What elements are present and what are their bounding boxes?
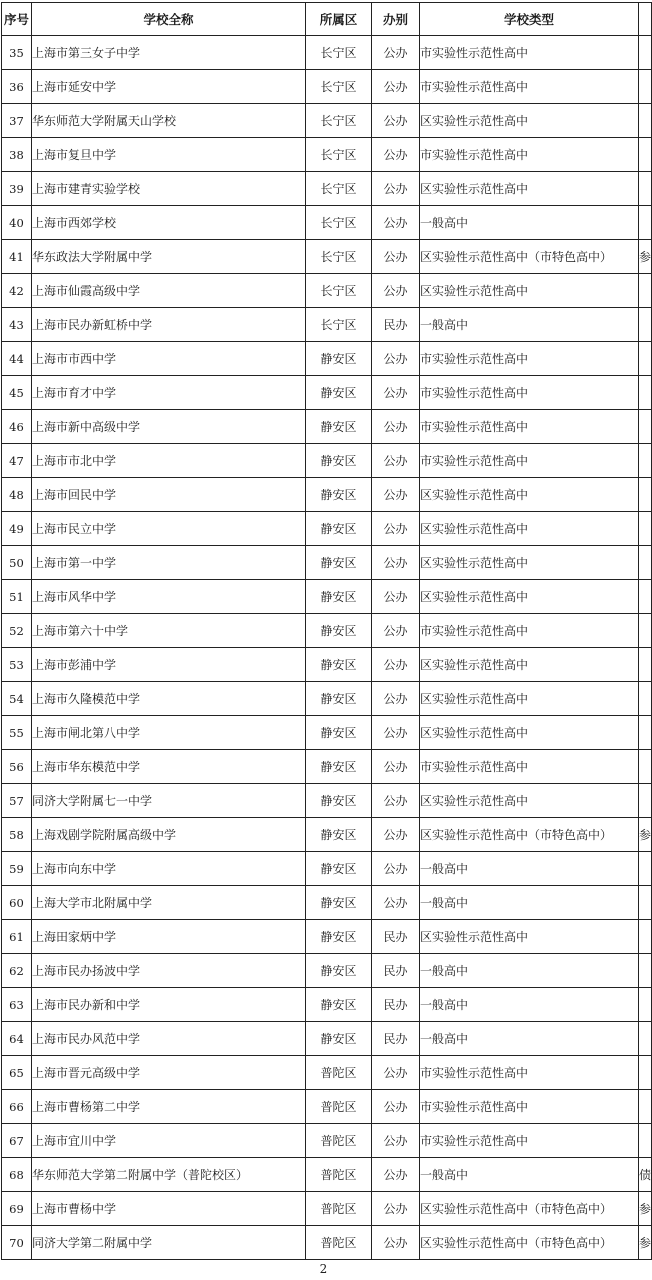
table-row — [2, 1056, 652, 1090]
school-type-cell: 一般高中 — [420, 308, 639, 342]
school-name-cell: 上海市民办扬波中学 — [32, 954, 306, 988]
extra-note-cell — [639, 580, 652, 614]
school-type-cell: 区实验性示范性高中 — [420, 104, 639, 138]
school-type-cell: 区实验性示范性高中 — [420, 546, 639, 580]
school-type-cell: 市实验性示范性高中 — [420, 70, 639, 104]
extra-note-cell — [639, 648, 652, 682]
row-number-cell: 55 — [2, 716, 32, 750]
district-cell: 普陀区 — [306, 1124, 372, 1158]
extra-note-cell — [639, 274, 652, 308]
row-number-cell: 66 — [2, 1090, 32, 1124]
school-name-cell: 上海市民办风范中学 — [32, 1022, 306, 1056]
table-row — [2, 818, 652, 852]
extra-note-cell — [639, 682, 652, 716]
school-type-cell: 区实验性示范性高中（市特色高中） — [420, 240, 639, 274]
extra-note-cell — [639, 750, 652, 784]
school-name-cell: 上海市风华中学 — [32, 580, 306, 614]
school-type-cell: 区实验性示范性高中 — [420, 512, 639, 546]
district-cell: 静安区 — [306, 1022, 372, 1056]
school-type-cell: 区实验性示范性高中 — [420, 274, 639, 308]
school-type-cell: 一般高中 — [420, 852, 639, 886]
run-type-cell: 公办 — [372, 410, 420, 444]
header-district: 所属区 — [306, 3, 372, 36]
table-row — [2, 1022, 652, 1056]
header-extra — [639, 3, 652, 36]
row-number-cell: 49 — [2, 512, 32, 546]
school-type-cell: 市实验性示范性高中 — [420, 36, 639, 70]
district-cell: 静安区 — [306, 818, 372, 852]
run-type-cell: 公办 — [372, 750, 420, 784]
school-name-cell: 上海市闸北第八中学 — [32, 716, 306, 750]
school-name-cell: 同济大学第二附属中学 — [32, 1226, 306, 1260]
run-type-cell: 公办 — [372, 886, 420, 920]
run-type-cell: 公办 — [372, 240, 420, 274]
table-row — [2, 682, 652, 716]
school-name-cell: 上海田家炳中学 — [32, 920, 306, 954]
run-type-cell: 公办 — [372, 478, 420, 512]
extra-note-cell — [639, 512, 652, 546]
school-name-cell: 上海市第六十中学 — [32, 614, 306, 648]
school-type-cell: 市实验性示范性高中 — [420, 444, 639, 478]
run-type-cell: 公办 — [372, 70, 420, 104]
table-row — [2, 444, 652, 478]
extra-note-cell: 参 — [639, 1192, 652, 1226]
row-number-cell: 44 — [2, 342, 32, 376]
district-cell: 静安区 — [306, 920, 372, 954]
row-number-cell: 41 — [2, 240, 32, 274]
school-table — [1, 2, 652, 1260]
district-cell: 长宁区 — [306, 308, 372, 342]
school-name-cell: 上海市民办新虹桥中学 — [32, 308, 306, 342]
school-name-cell: 上海市民立中学 — [32, 512, 306, 546]
extra-note-cell — [639, 614, 652, 648]
row-number-cell: 39 — [2, 172, 32, 206]
extra-note-cell: 参 — [639, 240, 652, 274]
table-body — [2, 36, 652, 1260]
school-type-cell: 一般高中 — [420, 206, 639, 240]
school-type-cell: 一般高中 — [420, 954, 639, 988]
table-row — [2, 648, 652, 682]
school-type-cell: 市实验性示范性高中 — [420, 138, 639, 172]
extra-note-cell — [639, 308, 652, 342]
row-number-cell: 59 — [2, 852, 32, 886]
district-cell: 静安区 — [306, 580, 372, 614]
school-type-cell: 市实验性示范性高中 — [420, 376, 639, 410]
district-cell: 普陀区 — [306, 1056, 372, 1090]
extra-note-cell — [639, 954, 652, 988]
row-number-cell: 64 — [2, 1022, 32, 1056]
school-type-cell: 市实验性示范性高中 — [420, 1056, 639, 1090]
school-name-cell: 上海市民办新和中学 — [32, 988, 306, 1022]
run-type-cell: 民办 — [372, 954, 420, 988]
extra-note-cell — [639, 444, 652, 478]
table-row — [2, 784, 652, 818]
row-number-cell: 51 — [2, 580, 32, 614]
district-cell: 长宁区 — [306, 36, 372, 70]
header-run-type: 办别 — [372, 3, 420, 36]
table-row — [2, 716, 652, 750]
header-row — [2, 3, 652, 36]
run-type-cell: 公办 — [372, 274, 420, 308]
table-row — [2, 614, 652, 648]
school-name-cell: 上海大学市北附属中学 — [32, 886, 306, 920]
table-row — [2, 104, 652, 138]
extra-note-cell — [639, 138, 652, 172]
table-row — [2, 478, 652, 512]
school-type-cell: 区实验性示范性高中 — [420, 920, 639, 954]
district-cell: 静安区 — [306, 648, 372, 682]
header-school-type: 学校类型 — [420, 3, 639, 36]
table-row — [2, 1226, 652, 1260]
run-type-cell: 公办 — [372, 104, 420, 138]
extra-note-cell — [639, 886, 652, 920]
school-name-cell: 上海市彭浦中学 — [32, 648, 306, 682]
row-number-cell: 36 — [2, 70, 32, 104]
school-type-cell: 市实验性示范性高中 — [420, 1090, 639, 1124]
school-name-cell: 上海市育才中学 — [32, 376, 306, 410]
district-cell: 静安区 — [306, 682, 372, 716]
row-number-cell: 37 — [2, 104, 32, 138]
table-row — [2, 512, 652, 546]
table-row — [2, 954, 652, 988]
district-cell: 静安区 — [306, 750, 372, 784]
school-type-cell: 市实验性示范性高中 — [420, 614, 639, 648]
run-type-cell: 公办 — [372, 1124, 420, 1158]
extra-note-cell — [639, 1090, 652, 1124]
school-type-cell: 一般高中 — [420, 988, 639, 1022]
school-type-cell: 区实验性示范性高中 — [420, 682, 639, 716]
extra-note-cell — [639, 36, 652, 70]
run-type-cell: 公办 — [372, 1090, 420, 1124]
school-name-cell: 上海市延安中学 — [32, 70, 306, 104]
run-type-cell: 公办 — [372, 1158, 420, 1192]
run-type-cell: 公办 — [372, 682, 420, 716]
page-number: 2 — [319, 1262, 328, 1276]
row-number-cell: 35 — [2, 36, 32, 70]
school-name-cell: 上海市西郊学校 — [32, 206, 306, 240]
run-type-cell: 公办 — [372, 172, 420, 206]
extra-note-cell: 参 — [639, 818, 652, 852]
school-name-cell: 上海市第一中学 — [32, 546, 306, 580]
row-number-cell: 54 — [2, 682, 32, 716]
row-number-cell: 53 — [2, 648, 32, 682]
district-cell: 长宁区 — [306, 70, 372, 104]
header-school-name: 学校全称 — [32, 3, 306, 36]
extra-note-cell — [639, 988, 652, 1022]
school-name-cell: 上海市仙霞高级中学 — [32, 274, 306, 308]
school-type-cell: 市实验性示范性高中 — [420, 342, 639, 376]
run-type-cell: 公办 — [372, 614, 420, 648]
table-row — [2, 138, 652, 172]
run-type-cell: 民办 — [372, 920, 420, 954]
school-name-cell: 上海市华东模范中学 — [32, 750, 306, 784]
table-row — [2, 172, 652, 206]
row-number-cell: 60 — [2, 886, 32, 920]
school-name-cell: 同济大学附属七一中学 — [32, 784, 306, 818]
school-name-cell: 上海市晋元高级中学 — [32, 1056, 306, 1090]
school-type-cell: 一般高中 — [420, 1158, 639, 1192]
run-type-cell: 公办 — [372, 1056, 420, 1090]
district-cell: 静安区 — [306, 614, 372, 648]
row-number-cell: 65 — [2, 1056, 32, 1090]
table-row — [2, 920, 652, 954]
run-type-cell: 公办 — [372, 716, 420, 750]
table-row — [2, 410, 652, 444]
district-cell: 普陀区 — [306, 1226, 372, 1260]
run-type-cell: 公办 — [372, 512, 420, 546]
district-cell: 普陀区 — [306, 1192, 372, 1226]
row-number-cell: 50 — [2, 546, 32, 580]
table-row — [2, 988, 652, 1022]
extra-note-cell — [639, 478, 652, 512]
row-number-cell: 40 — [2, 206, 32, 240]
extra-note-cell — [639, 546, 652, 580]
run-type-cell: 公办 — [372, 546, 420, 580]
table-row — [2, 240, 652, 274]
extra-note-cell — [639, 920, 652, 954]
extra-note-cell — [639, 410, 652, 444]
district-cell: 普陀区 — [306, 1090, 372, 1124]
extra-note-cell — [639, 1124, 652, 1158]
school-type-cell: 区实验性示范性高中 — [420, 478, 639, 512]
district-cell: 静安区 — [306, 376, 372, 410]
run-type-cell: 公办 — [372, 206, 420, 240]
extra-note-cell — [639, 1056, 652, 1090]
extra-note-cell — [639, 1022, 652, 1056]
table-row — [2, 580, 652, 614]
school-name-cell: 华东师范大学第二附属中学（普陀校区） — [32, 1158, 306, 1192]
table-row — [2, 342, 652, 376]
table-row — [2, 1158, 652, 1192]
school-type-cell: 区实验性示范性高中（市特色高中） — [420, 1192, 639, 1226]
district-cell: 静安区 — [306, 478, 372, 512]
row-number-cell: 62 — [2, 954, 32, 988]
school-name-cell: 华东师范大学附属天山学校 — [32, 104, 306, 138]
school-type-cell: 市实验性示范性高中 — [420, 750, 639, 784]
row-number-cell: 61 — [2, 920, 32, 954]
table-row — [2, 546, 652, 580]
school-name-cell: 上海市第三女子中学 — [32, 36, 306, 70]
table-row — [2, 206, 652, 240]
district-cell: 长宁区 — [306, 104, 372, 138]
row-number-cell: 43 — [2, 308, 32, 342]
extra-note-cell — [639, 70, 652, 104]
run-type-cell: 民办 — [372, 1022, 420, 1056]
table-row — [2, 274, 652, 308]
run-type-cell: 公办 — [372, 376, 420, 410]
school-name-cell: 上海市新中高级中学 — [32, 410, 306, 444]
run-type-cell: 公办 — [372, 1226, 420, 1260]
table-row — [2, 308, 652, 342]
table-row — [2, 750, 652, 784]
school-type-cell: 区实验性示范性高中（市特色高中） — [420, 1226, 639, 1260]
district-cell: 静安区 — [306, 784, 372, 818]
school-name-cell: 上海市市北中学 — [32, 444, 306, 478]
extra-note-cell — [639, 376, 652, 410]
extra-note-cell — [639, 104, 652, 138]
school-type-cell: 市实验性示范性高中 — [420, 1124, 639, 1158]
school-type-cell: 一般高中 — [420, 886, 639, 920]
row-number-cell: 70 — [2, 1226, 32, 1260]
row-number-cell: 42 — [2, 274, 32, 308]
school-name-cell: 上海市宜川中学 — [32, 1124, 306, 1158]
table-row — [2, 1192, 652, 1226]
run-type-cell: 公办 — [372, 342, 420, 376]
table-header — [2, 3, 652, 36]
school-name-cell: 上海市市西中学 — [32, 342, 306, 376]
extra-note-cell — [639, 172, 652, 206]
extra-note-cell — [639, 852, 652, 886]
run-type-cell: 公办 — [372, 818, 420, 852]
district-cell: 长宁区 — [306, 138, 372, 172]
school-name-cell: 上海市曹杨第二中学 — [32, 1090, 306, 1124]
school-type-cell: 区实验性示范性高中（市特色高中） — [420, 818, 639, 852]
row-number-cell: 47 — [2, 444, 32, 478]
school-type-cell: 区实验性示范性高中 — [420, 716, 639, 750]
district-cell: 长宁区 — [306, 206, 372, 240]
row-number-cell: 58 — [2, 818, 32, 852]
district-cell: 长宁区 — [306, 240, 372, 274]
extra-note-cell — [639, 342, 652, 376]
school-type-cell: 区实验性示范性高中 — [420, 648, 639, 682]
district-cell: 静安区 — [306, 852, 372, 886]
row-number-cell: 67 — [2, 1124, 32, 1158]
school-type-cell: 一般高中 — [420, 1022, 639, 1056]
district-cell: 静安区 — [306, 988, 372, 1022]
school-name-cell: 上海市回民中学 — [32, 478, 306, 512]
row-number-cell: 56 — [2, 750, 32, 784]
school-type-cell: 区实验性示范性高中 — [420, 580, 639, 614]
row-number-cell: 69 — [2, 1192, 32, 1226]
school-name-cell: 上海市曹杨中学 — [32, 1192, 306, 1226]
district-cell: 静安区 — [306, 716, 372, 750]
school-name-cell: 上海市建青实验学校 — [32, 172, 306, 206]
table-row — [2, 1124, 652, 1158]
table-row — [2, 1090, 652, 1124]
extra-note-cell: 参 — [639, 1226, 652, 1260]
district-cell: 静安区 — [306, 410, 372, 444]
school-name-cell: 上海市向东中学 — [32, 852, 306, 886]
run-type-cell: 公办 — [372, 444, 420, 478]
row-number-cell: 38 — [2, 138, 32, 172]
school-type-cell: 区实验性示范性高中 — [420, 784, 639, 818]
row-number-cell: 57 — [2, 784, 32, 818]
row-number-cell: 52 — [2, 614, 32, 648]
run-type-cell: 民办 — [372, 308, 420, 342]
table-row — [2, 70, 652, 104]
district-cell: 长宁区 — [306, 172, 372, 206]
row-number-cell: 45 — [2, 376, 32, 410]
district-cell: 静安区 — [306, 886, 372, 920]
extra-note-cell — [639, 206, 652, 240]
header-no: 序号 — [2, 3, 32, 36]
school-type-cell: 市实验性示范性高中 — [420, 410, 639, 444]
district-cell: 静安区 — [306, 342, 372, 376]
district-cell: 普陀区 — [306, 1158, 372, 1192]
district-cell: 静安区 — [306, 954, 372, 988]
school-name-cell: 上海市复旦中学 — [32, 138, 306, 172]
table-row — [2, 886, 652, 920]
row-number-cell: 63 — [2, 988, 32, 1022]
row-number-cell: 46 — [2, 410, 32, 444]
run-type-cell: 公办 — [372, 1192, 420, 1226]
run-type-cell: 公办 — [372, 852, 420, 886]
run-type-cell: 公办 — [372, 648, 420, 682]
table-row — [2, 36, 652, 70]
district-cell: 长宁区 — [306, 274, 372, 308]
table-row — [2, 376, 652, 410]
extra-note-cell: 债 — [639, 1158, 652, 1192]
school-name-cell: 上海戏剧学院附属高级中学 — [32, 818, 306, 852]
district-cell: 静安区 — [306, 444, 372, 478]
district-cell: 静安区 — [306, 512, 372, 546]
run-type-cell: 民办 — [372, 988, 420, 1022]
run-type-cell: 公办 — [372, 784, 420, 818]
extra-note-cell — [639, 784, 652, 818]
district-cell: 静安区 — [306, 546, 372, 580]
table-row — [2, 852, 652, 886]
run-type-cell: 公办 — [372, 580, 420, 614]
school-type-cell: 区实验性示范性高中 — [420, 172, 639, 206]
run-type-cell: 公办 — [372, 138, 420, 172]
row-number-cell: 48 — [2, 478, 32, 512]
school-name-cell: 上海市久隆模范中学 — [32, 682, 306, 716]
school-name-cell: 华东政法大学附属中学 — [32, 240, 306, 274]
row-number-cell: 68 — [2, 1158, 32, 1192]
extra-note-cell — [639, 716, 652, 750]
run-type-cell: 公办 — [372, 36, 420, 70]
